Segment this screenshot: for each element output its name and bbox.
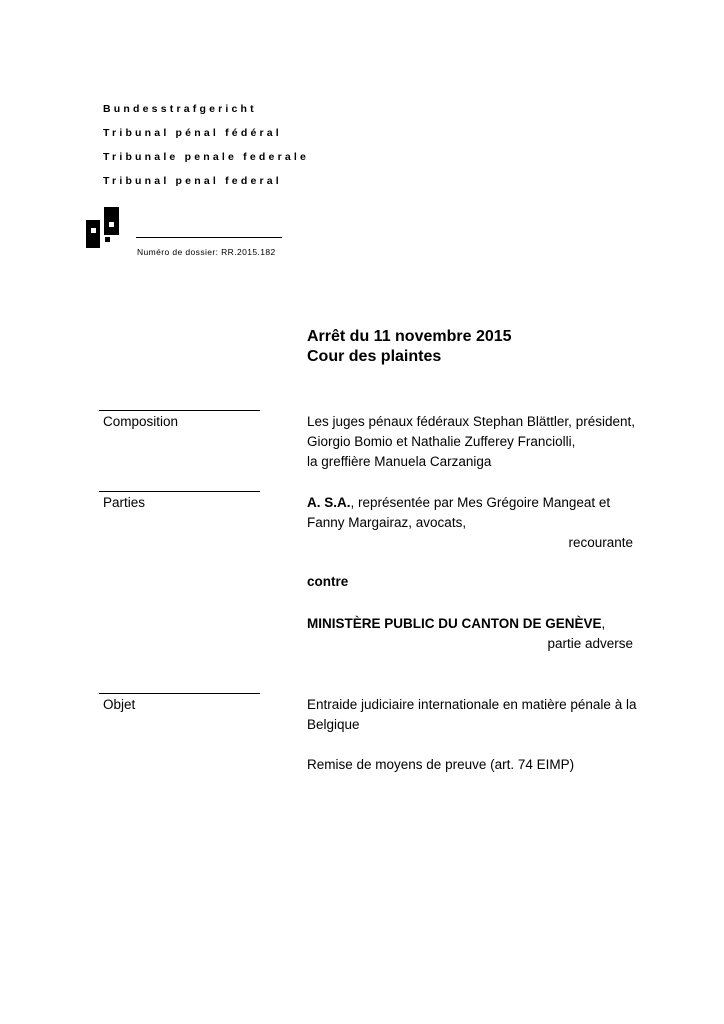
composition-line: la greffière Manuela Carzaniga — [307, 454, 492, 469]
court-name-de: Bundesstrafgericht — [103, 103, 257, 115]
appellant-line — [307, 495, 610, 510]
dossier-rule — [136, 237, 282, 238]
composition-line: Giorgio Bomio et Nathalie Zufferey Franciolli, — [307, 434, 576, 449]
objet-label: Objet — [103, 697, 136, 712]
judgment-title: Arrêt du 11 novembre 2015 — [307, 328, 512, 345]
appellant-representation: , représentée par Mes Grégoire Mangeat et — [350, 495, 611, 510]
dossier-number: Numéro de dossier: RR.2015.182 — [137, 247, 276, 257]
court-name-rm: Tribunal penal federal — [103, 175, 282, 187]
court-name-it: Tribunale penale federale — [103, 151, 310, 163]
objet-line: Entraide judiciaire internationale en matière pénale à la — [307, 697, 637, 712]
appellant-role: recourante — [568, 535, 633, 550]
composition-rule — [99, 410, 260, 411]
respondent-line — [307, 616, 605, 631]
court-name-fr: Tribunal pénal fédéral — [103, 127, 282, 139]
respondent-comma: , — [601, 616, 606, 631]
objet-rule — [99, 693, 260, 694]
federal-cross-logo — [86, 207, 120, 249]
objet-line: Remise de moyens de preuve (art. 74 EIMP) — [307, 757, 575, 772]
parties-rule — [99, 491, 260, 492]
composition-label: Composition — [103, 414, 179, 429]
parties-label: Parties — [103, 495, 146, 510]
versus-label: contre — [307, 574, 349, 589]
composition-line: Les juges pénaux fédéraux Stephan Blättler, président, — [307, 414, 635, 429]
court-chamber: Cour des plaintes — [307, 348, 442, 365]
respondent-role: partie adverse — [547, 636, 633, 651]
objet-line: Belgique — [307, 717, 360, 732]
appellant-lawyers: Fanny Margairaz, avocats, — [307, 515, 467, 530]
appellant-name: A. S.A. — [307, 495, 351, 510]
respondent-name: MINISTÈRE PUBLIC DU CANTON DE GENÈVE — [307, 616, 602, 631]
